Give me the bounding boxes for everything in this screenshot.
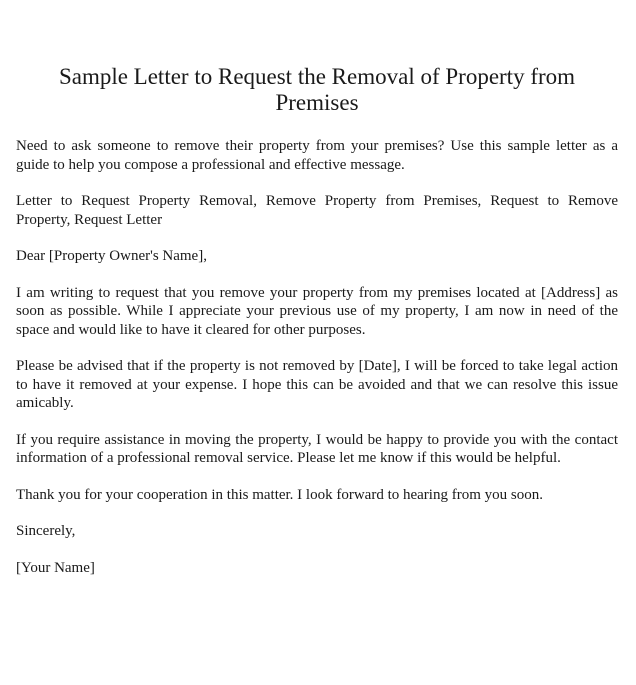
document-title: Sample Letter to Request the Removal of Property from Premises [58, 64, 576, 115]
salutation: Dear [Property Owner's Name], [16, 248, 207, 264]
letter-document [16, 64, 618, 595]
body-paragraph-2: Please be advised that if the property is not removed by [Date], I will be forced to take legal action to have it removed at your expense. I hope this can be avoided and that we can resolve this issue amicably. [16, 358, 618, 411]
signature: [Your Name] [16, 559, 95, 576]
keywords-paragraph: Letter to Request Property Removal, Remove Property from Premises, Request to Remove Property, Request Letter [16, 193, 618, 228]
intro-paragraph: Need to ask someone to remove their property from your premises? Use this sample letter as a guide to help you compose a professional and effective message. [16, 138, 618, 173]
body-paragraph-3: If you require assistance in moving the property, I would be happy to provide you with the contact information of a professional removal service. Please let me know if this would be helpful. [16, 431, 618, 466]
body-paragraph-1: I am writing to request that you remove your property from my premises located at [Address] as soon as possible. While I appreciate your previous use of my property, I am now in need of the space and would like to have it cleared for other purposes. [16, 284, 618, 338]
body-paragraph-4: Thank you for your cooperation in this matter. I look forward to hearing from you soon. [16, 486, 543, 503]
closing: Sincerely, [16, 523, 76, 539]
